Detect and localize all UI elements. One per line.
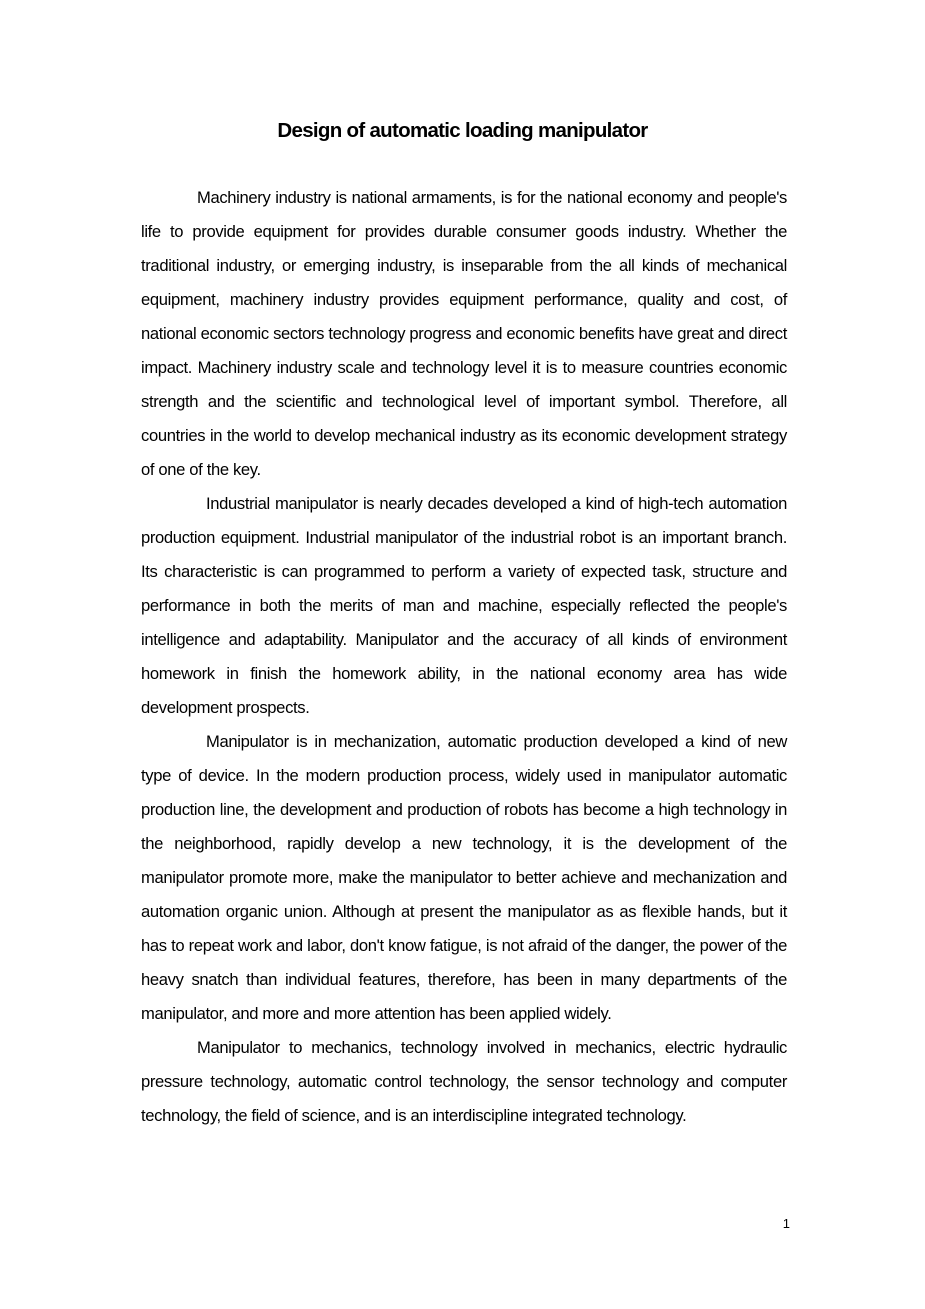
paragraph: Industrial manipulator is nearly decades developed a kind of high-tech automation production equipment. Industrial manipulator of the industrial robot is an important branch. Its characteristic is can programmed to perform a variety of expected task, structure and performance in both the merits of man and machine, especially reflected the people's intelligence and adaptability. Manipulator and the accuracy of all kinds of environment homework in finish the homework ability, in the national economy area has wide development prospects. <box>141 494 787 717</box>
paragraph: Manipulator is in mechanization, automatic production developed a kind of new type of device. In the modern production process, widely used in manipulator automatic production line, the development and production of robots has become a high technology in the neighborhood, rapidly develop a new technology, it is the development of the manipulator promote more, make the manipulator to better achieve and mechanization and automation organic union. Although at present the manipulator as as flexible hands, but it has to repeat work and labor, don't know fatigue, is not afraid of the danger, the power of the heavy snatch than individual features, therefore, has been in many departments of the manipulator, and more and more attention has been applied widely. <box>141 732 787 1023</box>
document-title: Design of automatic loading manipulator <box>277 119 648 142</box>
paragraph: Machinery industry is national armaments, is for the national economy and people's life to provide equipment for provides durable consumer goods industry. Whether the traditional industry, or emerging industry, is inseparable from the all kinds of mechanical equipment, machinery industry provides equipment performance, quality and cost, of national economic sectors technology progress and economic benefits have great and direct impact. Machinery industry scale and technology level it is to measure countries economic strength and the scientific and technological level of important symbol. Therefore, all countries in the world to develop mechanical industry as its economic development strategy of one of the key. <box>141 188 787 479</box>
page-number: 1 <box>782 1216 790 1231</box>
document-body <box>141 181 787 1133</box>
paragraph: Manipulator to mechanics, technology involved in mechanics, electric hydraulic pressure technology, automatic control technology, the sensor technology and computer technology, the field of science, and is an interdiscipline integrated technology. <box>141 1038 787 1125</box>
